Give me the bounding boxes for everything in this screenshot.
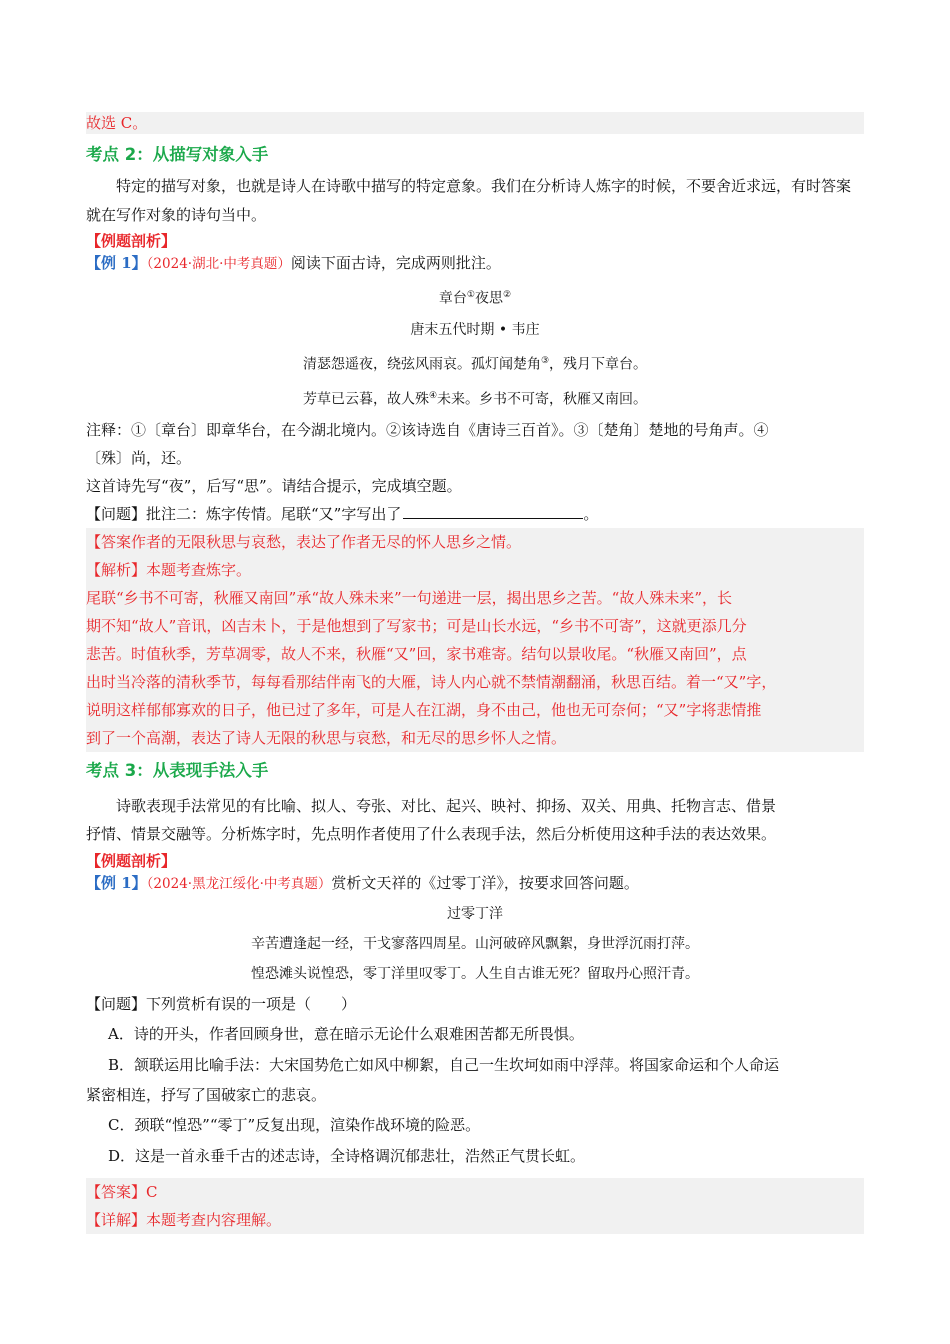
answer-line	[86, 1178, 864, 1206]
analysis-line: 到了一个高潮，表达了诗人无限的秋思与哀愁，和无尽的思乡怀人之情。	[86, 728, 567, 747]
option-d[interactable]: D．这是一首永垂千古的述志诗，全诗格调沉郁悲壮，浩然正气贯长虹。	[108, 1146, 586, 1165]
example-source: （2024·湖北·中考真题）	[146, 256, 291, 272]
document-page	[86, 112, 864, 1234]
example-prompt: 赏析文天祥的《过零丁洋》，按要求回答问题。	[331, 873, 639, 892]
analysis-line: 尾联“乡书不可寄，秋雁又南回”承“故人殊未来”一句递进一层，揭出思乡之苦。“故人殊未来”，长	[86, 588, 733, 607]
poem-line-text: 清瑟怨遥夜，绕弦风雨哀。孤灯闻楚角	[302, 356, 541, 373]
analysis-head: 【解析】本题考查炼字。	[86, 560, 252, 579]
example-tag: 【例题剖析】	[86, 232, 177, 250]
poem-title-text: 章台	[438, 290, 467, 307]
section-3-heading: 考点 3：从表现手法入手	[86, 760, 269, 780]
answer-block	[86, 528, 864, 752]
poem-author: 唐末五代时期 • 韦庄	[410, 321, 540, 338]
example-line	[86, 252, 864, 275]
poem-line-text: 未来。乡书不可寄，秋雁又南回。	[437, 391, 648, 408]
answer-value: C	[146, 1182, 158, 1201]
poem-line	[86, 380, 864, 416]
section-3-intro-1: 诗歌表现手法常见的有比喻、拟人、夸张、对比、起兴、映衬、抑扬、双关、用典、托物言志、借景	[116, 796, 777, 815]
notes-line-1: 注释：①〔章台〕即章华台，在今湖北境内。②该诗选自《唐诗三百首》。③〔楚角〕楚地的号角声。④	[86, 420, 769, 439]
section-2-heading: 考点 2：从描写对象入手	[86, 145, 269, 164]
footnote-marker: ④	[428, 391, 438, 402]
poem-title	[86, 279, 864, 315]
example-tag: 【例题剖析】	[86, 851, 177, 870]
poem-line-text: 芳草已云暮，故人殊	[302, 391, 429, 408]
answer-block	[86, 1178, 864, 1234]
footnote-marker: ②	[503, 290, 512, 300]
question-suffix: 。	[583, 504, 599, 523]
analysis-line: 期不知“故人”音讯，凶吉未卜，于是他想到了写家书；可是山长水远，“乡书不可寄”，这就更添几分	[86, 616, 747, 635]
question-text: 【问题】下列赏析有误的一项是（ ）	[86, 994, 357, 1013]
section-2-intro: 特定的描写对象，也就是诗人在诗歌中描写的特定意象。我们在分析诗人炼字的时候，不要舍近求远，有时答案就在写作对象的诗句当中。	[86, 177, 852, 224]
example-line	[86, 872, 864, 895]
notes-line-2: 〔殊〕尚，还。	[86, 448, 192, 467]
poem-line: 惶恐滩头说惶恐，零丁洋里叹零丁。人生自古谁无死？留取丹心照汗青。	[251, 965, 699, 982]
poem-line-text: ，残月下章台。	[549, 356, 648, 373]
detail-text: 本题考查内容理解。	[146, 1210, 282, 1229]
detail-line	[86, 1206, 864, 1234]
section-3-intro-2: 抒情、情景交融等。分析炼字时，先点明作者使用了什么表现手法，然后分析使用这种手法的表达效果。	[86, 824, 777, 843]
conclusion-text: 故选 C。	[86, 112, 864, 134]
analysis-line: 悲苦。时值秋季，芳草凋零，故人不来，秋雁“又”回，家书难寄。结句以景收尾。“秋雁又南回”，点	[86, 644, 747, 663]
answer-blank[interactable]	[403, 502, 583, 519]
answer-text: 【答案作者的无限秋思与哀愁，表达了作者无尽的怀人思乡之情。	[86, 532, 522, 551]
instruction-text: 这首诗先写“夜”，后写“思”。请结合提示，完成填空题。	[86, 476, 462, 495]
poem-line	[86, 345, 864, 381]
option-b-continued: 紧密相连，抒写了国破家亡的悲哀。	[86, 1085, 327, 1104]
footnote-marker: ③	[540, 355, 550, 366]
analysis-line: 说明这样郁郁寡欢的日子，他已过了多年，可是人在江湖，身不由己，他也无可奈何；“又”字将悲情推	[86, 700, 762, 719]
question-text: 【问题】批注二：炼字传情。尾联“又”字写出了	[86, 504, 402, 523]
footnote-marker: ①	[466, 290, 475, 300]
option-a[interactable]: A．诗的开头，作者回顾身世，意在暗示无论什么艰难困苦都无所畏惧。	[108, 1024, 584, 1043]
example-label: 【例 1】	[86, 254, 147, 272]
poem-line: 辛苦遭逢起一经，干戈寥落四周星。山河破碎风飘絮，身世浮沉雨打萍。	[251, 935, 699, 952]
example-label: 【例 1】	[86, 873, 147, 892]
analysis-line: 出时当冷落的清秋季节，每每看那结伴南飞的大雁，诗人内心就不禁情潮翻涌，秋思百结。着一“又”字，	[86, 672, 777, 691]
option-c[interactable]: C．颈联“惶恐”“零丁”反复出现，渲染作战环境的险恶。	[108, 1115, 481, 1134]
example-source: （2024·黑龙江绥化·中考真题）	[146, 875, 332, 892]
detail-tag: 【详解】	[86, 1210, 147, 1229]
poem-title: 过零丁洋	[447, 905, 503, 922]
question-line	[86, 500, 864, 528]
option-b[interactable]: B．颔联运用比喻手法：大宋国势危亡如风中柳絮，自己一生坎坷如雨中浮萍。将国家命运和个人命运	[108, 1055, 780, 1074]
poem-title-text-2: 夜思	[475, 290, 503, 307]
example-prompt: 阅读下面古诗，完成两则批注。	[290, 254, 501, 272]
answer-tag: 【答案】	[86, 1182, 147, 1201]
